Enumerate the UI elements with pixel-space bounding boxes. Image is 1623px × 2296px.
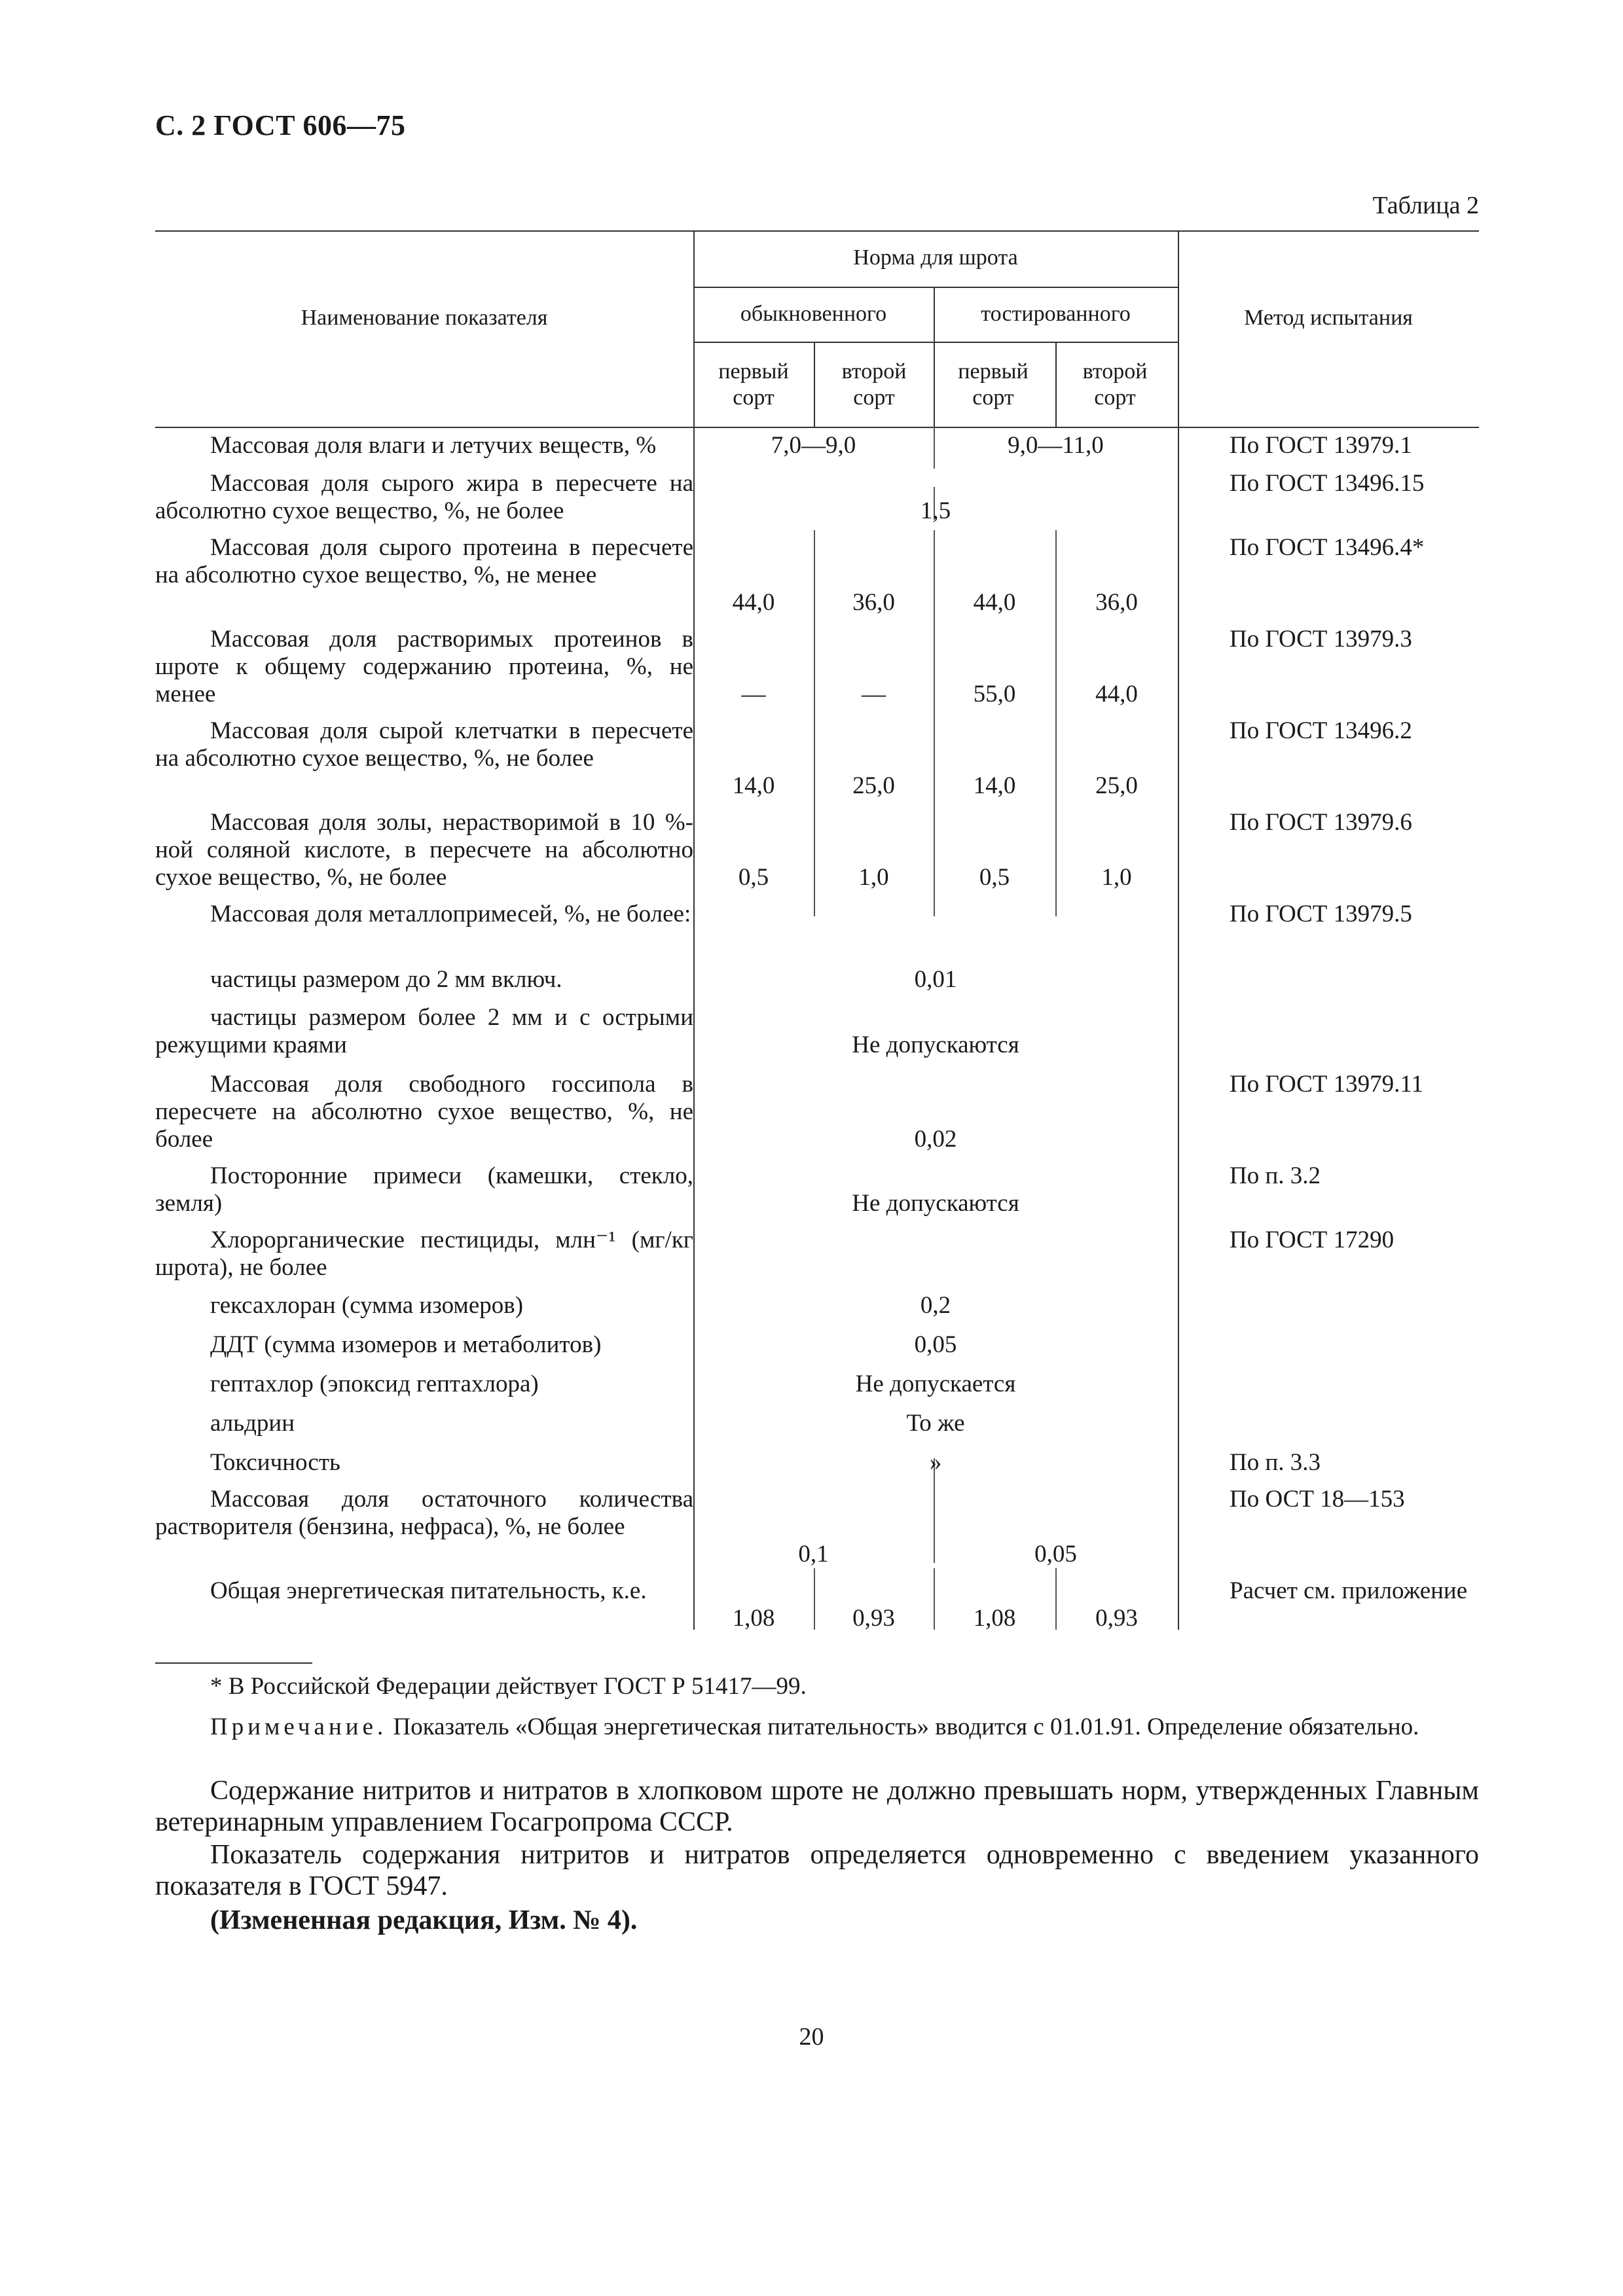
cell-method: По п. 3.3 [1230,1449,1321,1476]
header-norm: Норма для шрота [853,245,1018,270]
header-ordinary: обыкновенного [740,302,887,326]
cell-value: 1,08 [973,1605,1016,1632]
cell-value: 25,0 [852,772,895,799]
header-method: Метод испытания [1244,306,1413,330]
row-name: альдрин [210,1410,295,1437]
cell-value: Не допускается [855,1371,1016,1397]
cell-method: Расчет см. приложение [1230,1577,1468,1604]
row-name: Массовая доля свободного госсипола в пересчете на абсолютно сухое вещество, %, не более [155,1071,693,1153]
subheader-line [693,342,1178,343]
header-grade-3: первый сорт [958,359,1029,410]
cell-value: 9,0—11,0 [1008,432,1104,459]
norm-header-line [693,287,1178,288]
cell-value: 0,05 [1034,1541,1077,1568]
cell-value: 0,2 [920,1292,951,1319]
header-name: Наименование показателя [301,306,548,330]
body-divider [1055,530,1057,916]
col-divider-method [1178,230,1179,1630]
cell-method: По ГОСТ 13979.1 [1230,432,1412,459]
row-name: Массовая доля сырого протеина в пересчете на абсолютно сухое вещество, %, не менее [155,534,693,588]
cell-value: — [862,681,886,708]
cell-value: 36,0 [852,589,895,616]
row-name: частицы размером более 2 мм и с острыми режущими краями [155,1004,693,1058]
row-name: Посторонние примеси (камешки, стекло, земля) [155,1162,693,1217]
row-name: Массовая доля сырой клетчатки в пересчете на абсолютно сухое вещество, %, не более [155,717,693,772]
cell-value: 0,5 [979,864,1010,891]
cell-method: По ГОСТ 13979.11 [1230,1071,1424,1098]
footnote: * В Российской Федерации действует ГОСТ Р 51417—99. [210,1673,807,1700]
col-divider-grade-2 [1055,342,1057,427]
header-grade-4: второй сорт [1082,359,1148,410]
cell-value: 1,08 [732,1605,775,1632]
cell-value: 55,0 [973,681,1016,708]
cell-value: 25,0 [1095,772,1138,799]
row-name: Массовая доля металлопримесей, %, не более: [210,901,691,927]
cell-method: По п. 3.2 [1230,1162,1321,1189]
cell-method: По ГОСТ 13979.5 [1230,901,1412,927]
cell-method: По ГОСТ 13496.4* [1230,534,1425,561]
table-caption: Таблица 2 [1372,192,1479,219]
body-divider [934,530,935,916]
cell-value: 0,05 [914,1331,957,1358]
row-name: гептахлор (эпоксид гептахлора) [210,1371,539,1397]
cell-value: 14,0 [973,772,1016,799]
cell-value: 7,0—9,0 [771,432,856,459]
cell-method: По ОСТ 18—153 [1230,1486,1405,1513]
row-name: Массовая доля сырого жира в пересчете на абсолютно сухое вещество, %, не более [155,470,693,524]
page-number: 20 [799,2023,824,2051]
row-name: гексахлоран (сумма изомеров) [210,1292,524,1319]
row-name: Массовая доля остаточного количества растворителя (бензина, нефраса), %, не более [155,1486,693,1540]
cell-value: 0,93 [1095,1605,1138,1632]
page-header: С. 2 ГОСТ 606—75 [155,109,406,141]
cell-value: 1,5 [920,497,951,524]
row-name: ДДТ (сумма изомеров и метаболитов) [210,1331,602,1358]
cell-value: Не допускаются [852,1190,1019,1217]
row-name: Хлорорганические пестициды, млн⁻¹ (мг/кг шрота), не более [155,1227,693,1281]
header-grade-1: первый сорт [718,359,789,410]
cell-value: 44,0 [732,589,775,616]
footnote-rule [155,1662,312,1664]
cell-value: 36,0 [1095,589,1138,616]
paragraph: Содержание нитритов и нитратов в хлопковом шроте не должно превышать норм, утвержденных Главным ветеринарным управлением Госагропрома СССР. [155,1776,1479,1837]
cell-value: 0,01 [914,966,957,993]
cell-method: По ГОСТ 13979.3 [1230,626,1412,653]
amendment-note: (Измененная редакция, Изм. № 4). [210,1905,638,1935]
note-text: Показатель «Общая энергетическая питательность» вводится с 01.01.91. Определение обязательно. [387,1713,1419,1740]
cell-method: По ГОСТ 13496.15 [1230,470,1425,497]
cell-value: То же [906,1410,965,1437]
body-divider [814,530,815,916]
cell-value: 0,93 [852,1605,895,1632]
cell-value: » [929,1449,942,1476]
cell-value: 0,1 [798,1541,829,1568]
cell-value: 44,0 [973,589,1016,616]
row-name: Общая энергетическая питательность, к.е. [210,1577,647,1604]
cell-method: По ГОСТ 13496.2 [1230,717,1412,744]
cell-value: 0,5 [738,864,769,891]
cell-method: По ГОСТ 13979.6 [1230,809,1412,836]
cell-value: Не допускаются [852,1031,1019,1058]
row-name: Токсичность [210,1449,340,1476]
header-grade-2: второй сорт [841,359,907,410]
header-toasted: тостированного [981,302,1131,326]
cell-value: — [741,681,766,708]
cell-value: 1,0 [1101,864,1132,891]
cell-value: 44,0 [1095,681,1138,708]
cell-value: 14,0 [732,772,775,799]
cell-value: 1,0 [858,864,889,891]
row-name: Массовая доля растворимых протеинов в шроте к общему содержанию протеина, %, не менее [155,626,693,708]
cell-method: По ГОСТ 17290 [1230,1227,1395,1253]
row-name: Массовая доля влаги и летучих веществ, % [210,432,657,459]
cell-value: 0,02 [914,1126,957,1153]
note [155,1713,1479,1741]
note-label: Примечание. [210,1713,388,1740]
paragraph: Показатель содержания нитритов и нитратов определяется одновременно с введением указанного показателя в ГОСТ 5947. [155,1840,1479,1901]
header-bottom-border [155,427,1479,428]
col-divider-grade-1 [814,342,815,427]
table-top-border [155,230,1479,232]
row-name: частицы размером до 2 мм включ. [210,966,562,993]
row-name: Массовая доля золы, нерастворимой в 10 %-ной соляной кислоте, в пересчете на абсолютно сухое вещество, %, не более [155,809,693,891]
